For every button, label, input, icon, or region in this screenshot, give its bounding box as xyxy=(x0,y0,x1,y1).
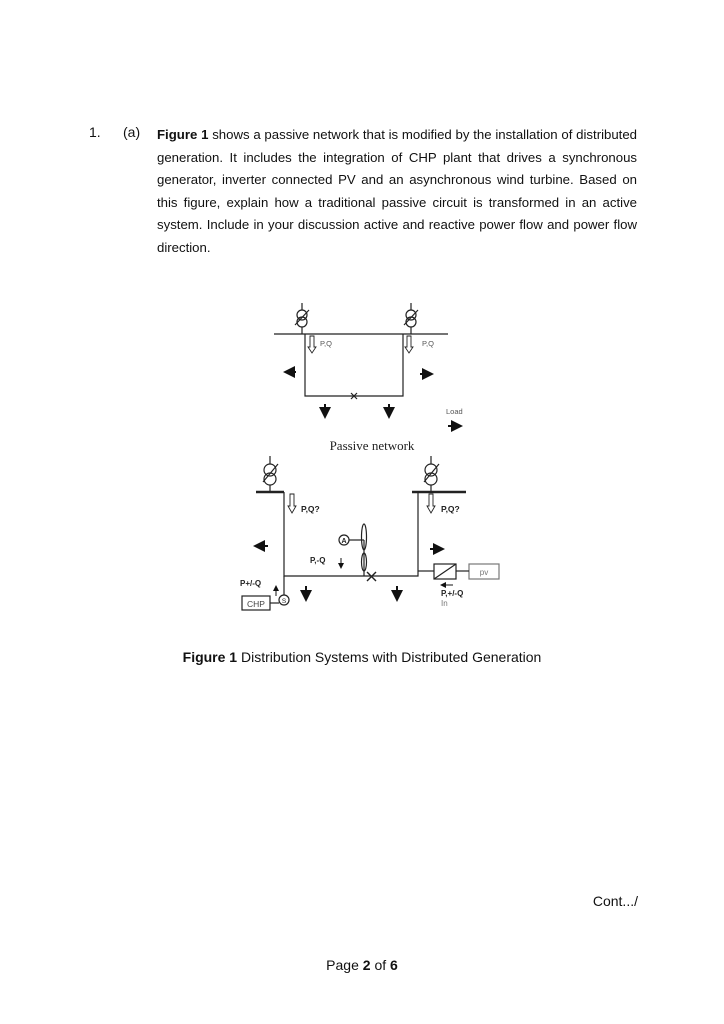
caption-figure-number: Figure 1 xyxy=(182,649,238,665)
pv-flow-label: P,+/-Q xyxy=(441,589,464,598)
wind-flow-label: P,-Q xyxy=(310,556,326,565)
flow-label-right: P,Q? xyxy=(441,504,460,514)
sync-generator-label: S xyxy=(281,598,287,605)
wind-turbine-icon xyxy=(339,524,367,576)
transformer-icon xyxy=(424,456,439,485)
chp-box-label: CHP xyxy=(247,599,265,609)
flow-arrow-icon xyxy=(405,336,413,353)
pv-box-label: pv xyxy=(479,568,489,577)
flow-arrow-icon xyxy=(308,336,316,353)
figure-caption xyxy=(0,649,724,665)
question-body: shows a passive network that is modified by the installation of distributed generation. It includes the integration of CHP plant that drives a synchronous generator, inverter connected PV and an asynchronous wind turbine. Based on this figure, explain how a traditional passive circuit is transformed in an active system. Include in your discussion active and reactive power flow and power flow direction. xyxy=(157,127,638,255)
flow-arrow-icon xyxy=(427,494,435,513)
flow-label-left: P,Q xyxy=(320,339,332,348)
passive-network-diagram xyxy=(274,303,448,399)
passive-network-title: Passive network xyxy=(329,438,415,453)
question-part: (a) xyxy=(123,124,141,140)
load-arrows-bottom xyxy=(255,546,453,600)
transformer-icon xyxy=(263,456,278,485)
transformer-icon xyxy=(295,303,309,334)
inverter-label: In xyxy=(441,599,448,608)
chp-flow-label: P+/-Q xyxy=(240,579,262,588)
page-total: 6 xyxy=(390,957,398,973)
flow-arrow-icon xyxy=(288,494,296,513)
page-number xyxy=(0,957,724,973)
figure-reference: Figure 1 xyxy=(157,127,209,142)
active-network-diagram xyxy=(242,456,499,610)
question-number: 1. xyxy=(89,124,101,140)
transformer-icon xyxy=(404,303,418,334)
continue-marker: Cont.../ xyxy=(592,893,638,909)
caption-text: Distribution Systems with Distributed Generation xyxy=(241,649,542,665)
load-legend-label: Load xyxy=(446,407,463,416)
load-arrows-top xyxy=(285,372,461,426)
page-prefix: Page xyxy=(326,957,359,973)
async-generator-label: A xyxy=(341,538,347,545)
flow-label-right: P,Q xyxy=(422,339,434,348)
flow-label-left: P,Q? xyxy=(301,504,320,514)
page-current: 2 xyxy=(362,957,371,973)
page-of: of xyxy=(374,957,387,973)
